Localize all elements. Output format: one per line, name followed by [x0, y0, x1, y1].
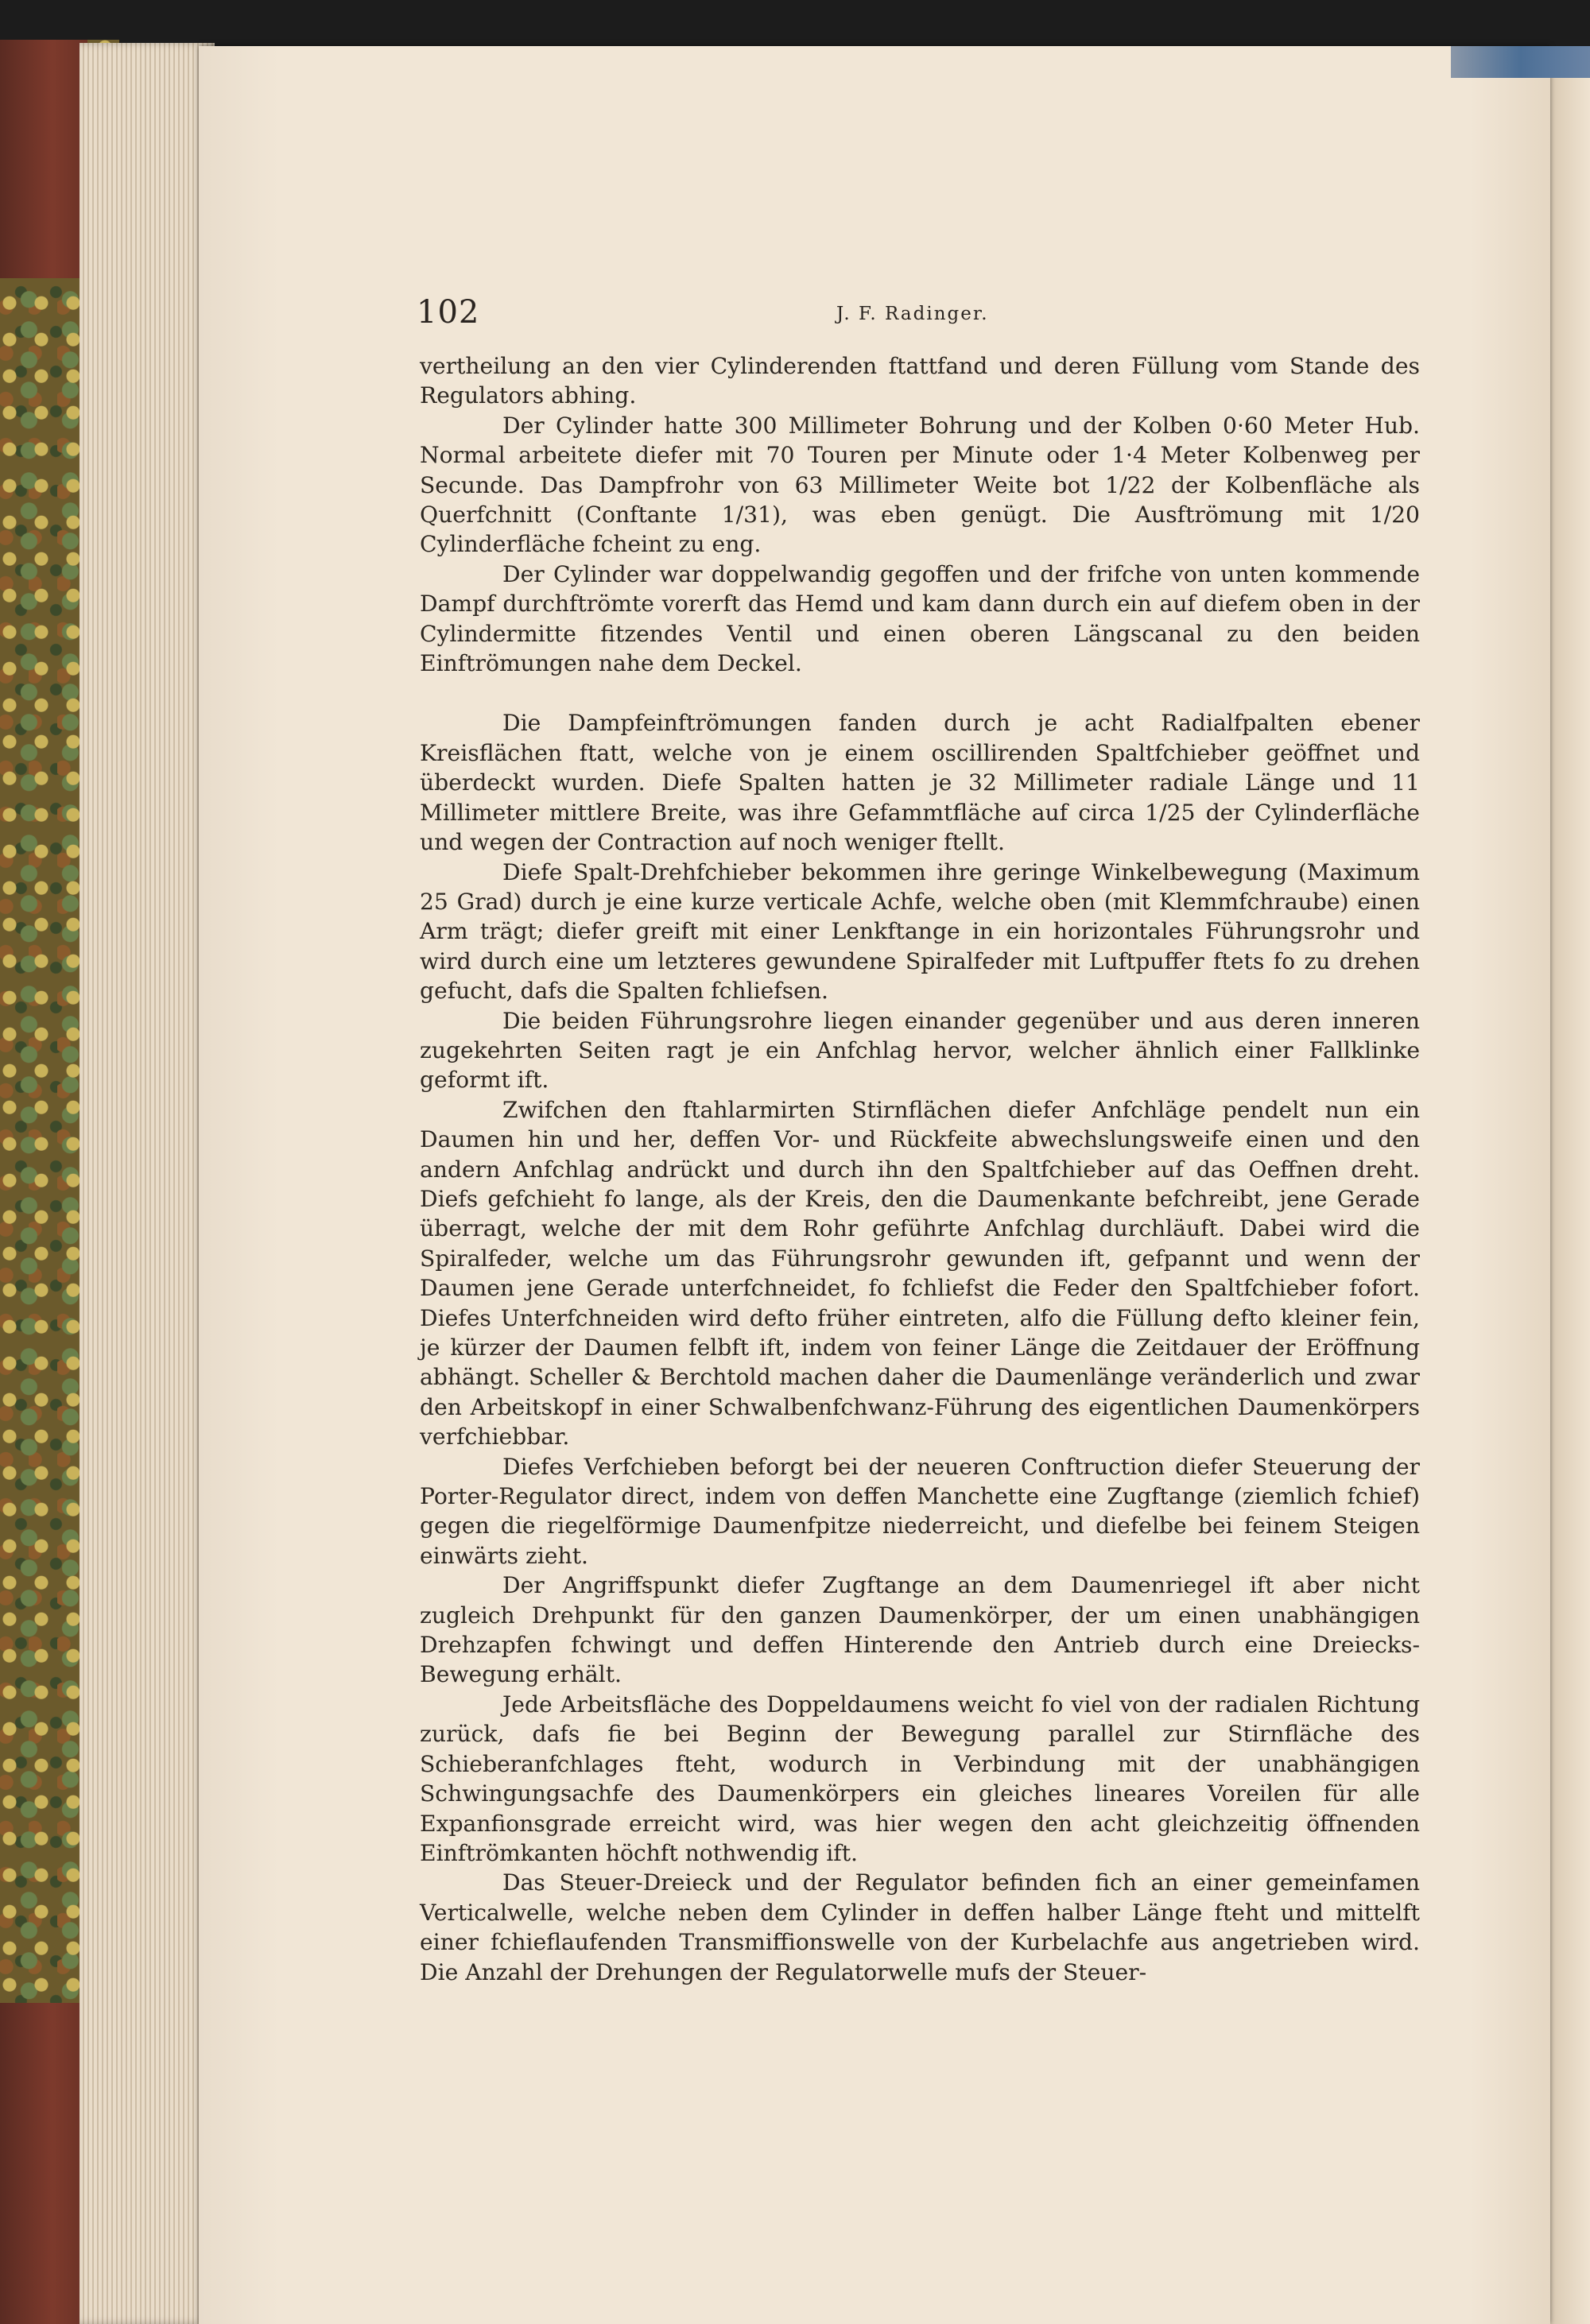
facing-page-edge	[1549, 56, 1590, 2324]
body-text	[420, 351, 1420, 1987]
running-head: J. F. Radinger.	[836, 304, 989, 324]
paragraph: Der Cylinder war doppelwandig gegoffen und der frifche von unten kommende Dampf durchftrömte vorerft das Hemd und kam dann durch ein auf diefem oben in der Cylindermitte fitzendes Ventil und einen oberen Längscanal zu den beiden Einftrömungen nahe dem Deckel.	[420, 560, 1420, 677]
paragraph: Der Angriffspunkt diefer Zugftange an dem Daumenriegel ift aber nicht zugleich Drehpunkt für den ganzen Daumenkörper, der um einen unabhängigen Drehzapfen fchwingt und deffen Hinterende den Antrieb durch eine Dreiecks-Bewegung erhält.	[420, 1572, 1420, 1688]
paragraph: Diefe Spalt-Drehfchieber bekommen ihre geringe Winkelbewegung (Maximum 25 Grad) durch je eine kurze verticale Achfe, welche oben (mit Klemmfchraube) einen Arm trägt; diefer greift mit einer Lenkftange in ein horizontales Führungsrohr und wird durch eine um letzteres gewundene Spiralfeder mit Luftpuffer ftets fo zu drehen gefucht, dafs die Spalten fchliefsen.	[420, 858, 1420, 1005]
paragraph: Der Cylinder hatte 300 Millimeter Bohrung und der Kolben 0·60 Meter Hub. Normal arbeitete diefer mit 70 Touren per Minute oder 1·4 Meter Kolbenweg per Secunde. Das Dampfrohr von 63 Millimeter Weite bot 1/22 der Kolbenfläche als Querfchnitt (Conftante 1/31), was eben genügt. Die Ausftrömung mit 1/20 Cylinderfläche fcheint zu eng.	[420, 412, 1420, 558]
cover-leather-bottom	[0, 2003, 87, 2324]
page-stack-edges	[80, 43, 215, 2324]
paragraph: Zwifchen den ftahlarmirten Stirnflächen diefer Anfchläge pendelt nun ein Daumen hin und her, deffen Vor- und Rückfeite abwechslungsweife einen und den andern Anfchlag andrückt und durch ihn den Spaltfchieber auf das Oeffnen dreht. Diefs gefchieht fo lange, als der Kreis, den die Daumenkante befchreibt, jene Gerade überragt, welche der mit dem Rohr geführte Anfchlag durchläuft. Dabei wird die Spiralfeder, welche um das Führungsrohr gewunden ift, gefpannt und wenn der Daumen jene Gerade unterfchneidet, fo fchliefst die Feder den Spaltfchieber fofort. Diefes Unterfchneiden wird defto früher eintreten, alfo die Füllung defto kleiner fein, je kürzer der Daumen felbft ift, indem von feiner Länge die Zeitdauer der Eröffnung abhängt. Scheller & Berchtold machen daher die Daumenlänge veränderlich und zwar den Arbeitskopf in einer Schwalbenfchwanz-Führung des eigentlichen Daumenkörpers verfchiebbar.	[420, 1096, 1420, 1451]
paragraph: Die beiden Führungsrohre liegen einander gegenüber und aus deren inneren zugekehrten Seiten ragt je ein Anfchlag hervor, welcher ähnlich einer Fallklinke geformt ift.	[420, 1007, 1420, 1094]
page-header	[417, 294, 1420, 342]
paragraph: Diefes Verfchieben beforgt bei der neueren Conftruction diefer Steuerung der Porter-Regulator direct, indem von deffen Manchette eine Zugftange (ziemlich fchief) gegen die riegelförmige Daumenfpitze niederreicht, und diefelbe bei feinem Steigen einwärts zieht.	[420, 1453, 1420, 1569]
paragraph: Die Dampfeinftrömungen fanden durch je acht Radialfpalten ebener Kreisflächen ftatt, welche von je einem oscillirenden Spaltfchieber geöffnet und überdeckt wurden. Diefe Spalten hatten je 32 Millimeter radiale Länge und 11 Millimeter mittlere Breite, was ihre Gefammtfläche auf circa 1/25 der Cylinderfläche und wegen der Contraction auf noch weniger ftellt.	[420, 710, 1420, 856]
paragraph: Jede Arbeitsfläche des Doppeldaumens weicht fo viel von der radialen Richtung zurück, dafs fie bei Beginn der Bewegung parallel zur Stirnfläche des Schieberanfchlages fteht, wodurch in Verbindung mit der unabhängigen Schwingungsachfe des Daumenkörpers ein gleiches lineares Voreilen für alle Expanfionsgrade erreicht wird, was hier wegen den acht gleichzeitig öffnenden Einftrömkanten höchft nothwendig ift.	[420, 1691, 1420, 1866]
paragraph: Das Steuer-Dreieck und der Regulator befinden fich an einer gemeinfamen Verticalwelle, welche neben dem Cylinder in deffen halber Länge fteht und mittelft einer fchieflaufenden Transmiffionswelle von der Kurbelachfe aus angetrieben wird. Die Anzahl der Drehungen der Regulatorwelle mufs der Steuer-	[420, 1869, 1420, 1985]
backdrop	[0, 0, 1590, 48]
blue-ribbon	[1451, 46, 1590, 78]
cover-leather-top	[0, 40, 87, 278]
page-number: 102	[417, 294, 480, 331]
paragraph: vertheilung an den vier Cylinderenden ftattfand und deren Füllung vom Stande des Regulators abhing.	[420, 353, 1420, 409]
